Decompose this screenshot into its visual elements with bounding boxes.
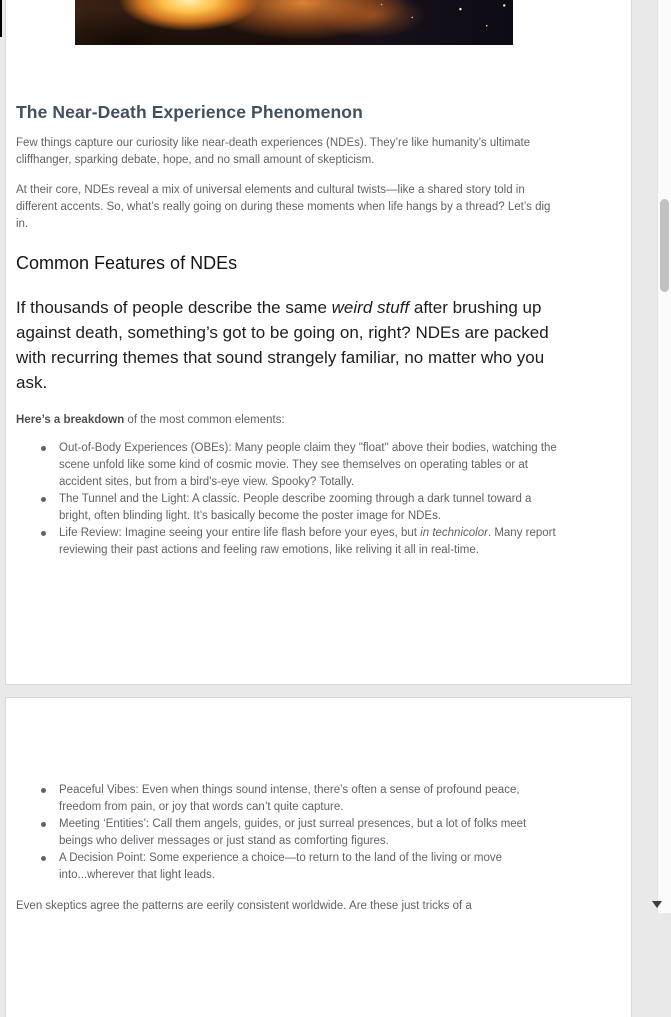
page-1: [5, 0, 632, 685]
intro-paragraph-2: At their core, NDEs reveal a mix of universal elements and cultural twists—like a shared story told in different accents. So, what’s really going on during these moments when life hangs by a thread? Let’s dig in.: [16, 184, 551, 230]
bullet-text-post: . Many report reviewing their past actions and feeling raw emotions, like reliving it all in real-time.: [59, 527, 556, 556]
bullet-text-pre: The Tunnel and the Light: A classic. People describe zooming through a dark tunnel toward a bright, often blinding light. It’s basically become the poster image for NDEs.: [59, 493, 532, 522]
intro-paragraph-1: Few things capture our curiosity like near-death experiences (NDEs). They’re like humanity’s ultimate cliffhanger, sparking debate, hope, and no small amount of skepticism.: [16, 137, 531, 166]
document-title: The Near-Death Experience Phenomenon: [16, 102, 363, 122]
bullet-list-page-2: [16, 782, 562, 884]
bullet-text-pre: Life Review: Imagine seeing your entire life flash before your eyes, but: [59, 527, 421, 539]
cosmic-clouds-image: [75, 0, 513, 45]
bullet-item: [16, 816, 562, 850]
bullet-text-pre: A Decision Point: Some experience a choice—to return to the land of the living or move into...wherever that light leads.: [59, 852, 502, 881]
vertical-scrollbar-track[interactable]: [657, 0, 671, 913]
bullet-text-pre: Meeting ‘Entities’: Call them angels, guides, or just surreal presences, but a lot of folks meet beings who deliver messages or just stand as comforting figures.: [59, 818, 527, 847]
lead-text-italic: weird stuff: [331, 298, 410, 317]
bullet-item: [16, 440, 562, 491]
breakdown-rest-text: of the most common elements:: [124, 414, 285, 426]
closing-paragraph: Even skeptics agree the patterns are eerily consistent worldwide. Are these just tricks of a: [16, 900, 472, 912]
page-1-content: [6, 103, 562, 559]
bullet-text-pre: Out-of-Body Experiences (OBEs): Many people claim they "float" above their bodies, watching the scene unfold like some kind of cosmic movie. They see themselves on operating tables or at accident sites, but from a bird's-eye view. Spooky? Totally.: [59, 442, 557, 488]
left-edge-mark: [0, 0, 2, 37]
bullet-text-pre: Peaceful Vibes: Even when things sound intense, there’s often a sense of profound peace, freedom from pain, or joy that words can’t quite capture.: [59, 784, 520, 813]
lead-paragraph: [16, 295, 562, 395]
vertical-scrollbar-thumb[interactable]: [660, 199, 669, 292]
bullet-list-page-1: [16, 440, 562, 559]
breakdown-line: [16, 412, 562, 429]
bullet-item: [16, 850, 562, 884]
bullet-item: [16, 782, 562, 816]
bullet-text-italic: in technicolor: [420, 527, 488, 539]
lead-text-post: after brushing up against death, something’s got to be going on, right? NDEs are packed with recurring themes that sound strangely familiar, no matter who you ask.: [16, 298, 549, 392]
breakdown-bold-text: Here’s a breakdown: [16, 414, 125, 426]
page-2-content: [6, 782, 562, 915]
bullet-item: [16, 525, 562, 559]
bullet-item: [16, 491, 562, 525]
scroll-down-icon[interactable]: [652, 901, 662, 908]
section-heading: Common Features of NDEs: [16, 253, 238, 273]
lead-text-pre: If thousands of people describe the same: [16, 298, 332, 317]
page-2: [5, 697, 632, 1017]
